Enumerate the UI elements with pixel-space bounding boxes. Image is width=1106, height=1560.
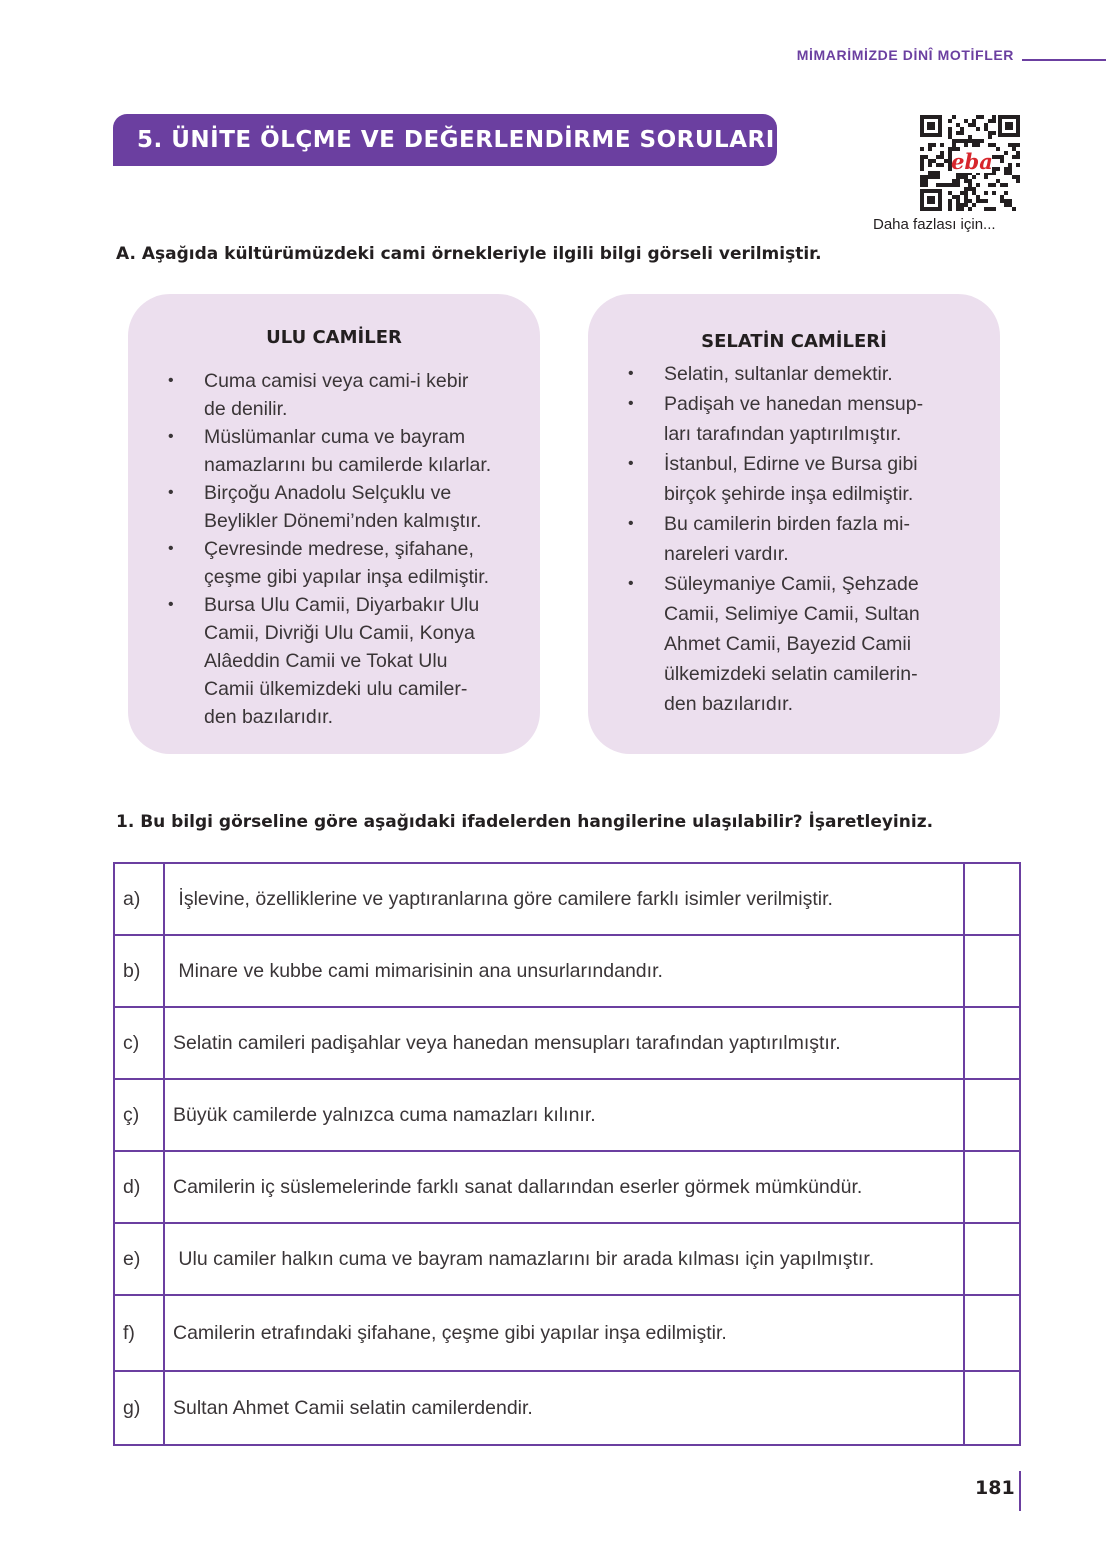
- page-number: 181: [975, 1477, 1015, 1499]
- answer-text: Selatin camileri padişahlar veya hanedan mensupları tarafından yaptırılmıştır.: [164, 1007, 964, 1079]
- ulu-item-line: Beylikler Dönemi’nden kalmıştır.: [204, 510, 482, 532]
- answers-table: [113, 862, 1021, 1446]
- ulu-item-line: Camii ülkemizdeki ulu camiler-: [204, 678, 468, 700]
- answer-checkbox[interactable]: [964, 863, 1020, 935]
- answer-text: Camilerin etrafındaki şifahane, çeşme gibi yapılar inşa edilmiştir.: [164, 1295, 964, 1371]
- answer-letter: d): [114, 1151, 164, 1223]
- answer-checkbox[interactable]: [964, 1079, 1020, 1151]
- qr-caption: Daha fazlası için...: [873, 216, 996, 233]
- bullet-icon: •: [168, 596, 174, 613]
- answer-row: [114, 1223, 1020, 1295]
- answer-text: Minare ve kubbe cami mimarisinin ana unsurlarındandır.: [164, 935, 964, 1007]
- answer-checkbox[interactable]: [964, 935, 1020, 1007]
- ulu-item-line: den bazılarıdır.: [204, 706, 333, 728]
- qr-code-icon[interactable]: [918, 113, 1022, 213]
- answer-text: Camilerin iç süslemelerinde farklı sanat dallarından eserler görmek mümkündür.: [164, 1151, 964, 1223]
- answer-letter: ç): [114, 1079, 164, 1151]
- selatin-item-line: ülkemizdeki selatin camilerin-: [664, 663, 918, 685]
- ulu-item-line: Çevresinde medrese, şifahane,: [204, 538, 474, 560]
- selatin-item-line: Süleymaniye Camii, Şehzade: [664, 573, 919, 595]
- ulu-item-line: Cuma camisi veya cami-i kebir: [204, 370, 469, 392]
- answer-letter: g): [114, 1371, 164, 1445]
- selatin-item-line: Camii, Selimiye Camii, Sultan: [664, 603, 920, 625]
- answer-letter: f): [114, 1295, 164, 1371]
- question-1: 1. Bu bilgi görseline göre aşağıdaki ifadelerden hangilerine ulaşılabilir? İşaretleyiniz.: [116, 812, 934, 832]
- unit-banner-title: 5. ÜNİTE ÖLÇME VE DEĞERLENDİRME SORULARI: [137, 127, 775, 153]
- ulu-item-line: Alâeddin Camii ve Tokat Ulu: [204, 650, 448, 672]
- ulu-item-line: namazlarını bu camilerde kılarlar.: [204, 454, 492, 476]
- eba-logo: eba: [951, 149, 993, 174]
- selatin-item: [628, 449, 966, 509]
- answer-row: [114, 935, 1020, 1007]
- answer-checkbox[interactable]: [964, 1223, 1020, 1295]
- answer-letter: a): [114, 863, 164, 935]
- ulu-item: [168, 423, 506, 479]
- bullet-icon: •: [628, 575, 634, 592]
- bullet-icon: •: [628, 365, 634, 382]
- running-head-rule: [1022, 59, 1106, 61]
- answer-row: [114, 1151, 1020, 1223]
- ulu-item-line: Birçoğu Anadolu Selçuklu ve: [204, 482, 452, 504]
- answer-checkbox[interactable]: [964, 1295, 1020, 1371]
- unit-banner: [113, 114, 777, 166]
- selatin-item-line: İstanbul, Edirne ve Bursa gibi: [664, 453, 918, 475]
- bullet-icon: •: [168, 372, 174, 389]
- ulu-camiler-box: [128, 294, 540, 754]
- section-a-heading: A. Aşağıda kültürümüzdeki cami örnekleriyle ilgili bilgi görseli verilmiştir.: [116, 244, 822, 264]
- answer-row: [114, 863, 1020, 935]
- bullet-icon: •: [628, 395, 634, 412]
- answer-letter: b): [114, 935, 164, 1007]
- selatin-item-line: Padişah ve hanedan mensup-: [664, 393, 924, 415]
- selatin-item-line: Bu camilerin birden fazla mi-: [664, 513, 911, 535]
- answer-letter: e): [114, 1223, 164, 1295]
- bullet-icon: •: [168, 540, 174, 557]
- running-head-text: MİMARİMİZDE DİNÎ MOTİFLER: [796, 47, 1014, 63]
- ulu-item-line: Müslümanlar cuma ve bayram: [204, 426, 466, 448]
- ulu-camiler-list: [168, 367, 506, 731]
- answer-text: Büyük camilerde yalnızca cuma namazları kılınır.: [164, 1079, 964, 1151]
- ulu-item-line: de denilir.: [204, 398, 288, 420]
- selatin-item-line: nareleri vardır.: [664, 543, 789, 565]
- ulu-item-line: Bursa Ulu Camii, Diyarbakır Ulu: [204, 594, 480, 616]
- selatin-camileri-list: [628, 359, 966, 719]
- answer-row: [114, 1295, 1020, 1371]
- selatin-item-line: Ahmet Camii, Bayezid Camii: [664, 633, 912, 655]
- ulu-camiler-title: ULU CAMİLER: [266, 327, 402, 348]
- ulu-item-line: çeşme gibi yapılar inşa edilmiştir.: [204, 566, 490, 588]
- ulu-item: [168, 591, 506, 731]
- selatin-camileri-title: SELATİN CAMİLERİ: [701, 331, 887, 352]
- selatin-item: [628, 389, 966, 449]
- answer-checkbox[interactable]: [964, 1371, 1020, 1445]
- answer-text: İşlevine, özelliklerine ve yaptıranlarına göre camilere farklı isimler verilmiştir.: [164, 863, 964, 935]
- selatin-item: [628, 569, 966, 719]
- ulu-item: [168, 479, 506, 535]
- ulu-item-line: Camii, Divriği Ulu Camii, Konya: [204, 622, 475, 644]
- running-head: [797, 44, 1106, 66]
- answer-row: [114, 1371, 1020, 1445]
- bullet-icon: •: [628, 455, 634, 472]
- answer-text: Ulu camiler halkın cuma ve bayram namazlarını bir arada kılması için yapılmıştır.: [164, 1223, 964, 1295]
- page-number-rule: [1019, 1471, 1021, 1511]
- answer-text: Sultan Ahmet Camii selatin camilerdendir.: [164, 1371, 964, 1445]
- bullet-icon: •: [168, 428, 174, 445]
- answer-checkbox[interactable]: [964, 1007, 1020, 1079]
- answer-checkbox[interactable]: [964, 1151, 1020, 1223]
- bullet-icon: •: [628, 515, 634, 532]
- answer-row: [114, 1079, 1020, 1151]
- selatin-item: [628, 509, 966, 569]
- ulu-item: [168, 535, 506, 591]
- selatin-item: [628, 359, 966, 389]
- selatin-item-line: ları tarafından yaptırılmıştır.: [664, 423, 902, 445]
- answer-letter: c): [114, 1007, 164, 1079]
- selatin-item-line: den bazılarıdır.: [664, 693, 793, 715]
- selatin-item-line: birçok şehirde inşa edilmiştir.: [664, 483, 914, 505]
- answer-row: [114, 1007, 1020, 1079]
- selatin-camileri-box: [588, 294, 1000, 754]
- selatin-item-line: Selatin, sultanlar demektir.: [664, 363, 893, 385]
- ulu-item: [168, 367, 506, 423]
- bullet-icon: •: [168, 484, 174, 501]
